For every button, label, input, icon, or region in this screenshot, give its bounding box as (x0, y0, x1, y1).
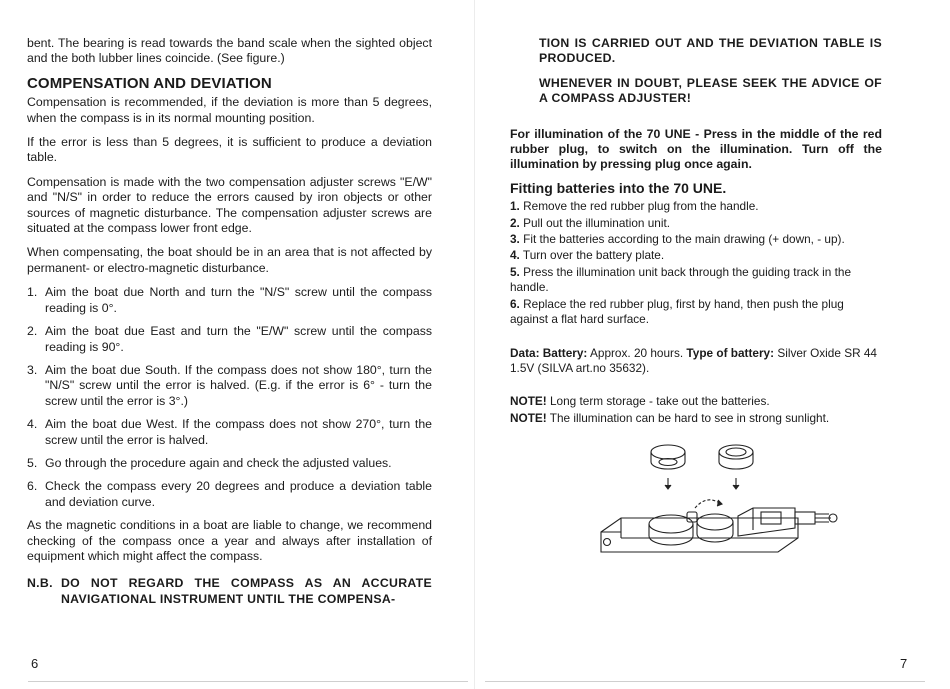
step-text: Aim the boat due North and turn the "N/S" screw until the compass reading is 0°. (45, 285, 432, 315)
fitting-steps-list (510, 199, 882, 327)
illumination-instructions: For illumination of the 70 UNE - Press in the middle of the red rubber plug, to switch on the illumination. Turn off the illumination by pressing plug once again. (510, 126, 882, 172)
section-heading-compensation: COMPENSATION AND DEVIATION (27, 74, 272, 92)
note-text: Long term storage - take out the batteries. (549, 394, 770, 409)
step-text: Check the compass every 20 degrees and produce a deviation table and deviation curve. (45, 479, 432, 509)
data-label: Data: (510, 345, 540, 360)
note-label: NOTE! (510, 394, 547, 409)
step-number: 6. (27, 479, 38, 494)
step-number: 4. (510, 248, 520, 263)
nb-label: N.B. (27, 576, 53, 591)
step-text: Fit the batteries according to the main drawing (+ down, - up). (523, 232, 845, 247)
paragraph-deviation-table: If the error is less than 5 degrees, it is sufficient to produce a deviation table. (27, 135, 432, 165)
step-number: 1. (510, 199, 520, 214)
step-number: 1. (27, 285, 38, 300)
battery-fitting-illustration (583, 438, 853, 558)
list-item (27, 417, 432, 448)
step-text: Turn over the battery plate. (522, 248, 665, 263)
step-text: Go through the procedure again and check the adjusted values. (45, 455, 392, 470)
step-number: 2. (510, 215, 520, 230)
compensation-steps-list (27, 285, 432, 510)
battery-label: Battery: (542, 345, 588, 360)
battery-type-value: Silver Oxide SR 44 1.5V (SILVA art.no 35632). (510, 345, 877, 375)
base-plate (601, 518, 798, 552)
nb-warning (27, 576, 432, 607)
right-column (510, 36, 882, 427)
step-number: 3. (27, 362, 38, 377)
page-number-left: 6 (31, 656, 39, 671)
caps-advice: WHENEVER IN DOUBT, PLEASE SEEK THE ADVICE OF A COMPASS ADJUSTER! (539, 75, 882, 106)
fitting-batteries-heading: Fitting batteries into the 70 UNE. (510, 179, 727, 196)
list-item (510, 216, 882, 231)
right-page (475, 0, 950, 689)
step-number: 5. (510, 264, 520, 279)
note-storage (510, 394, 882, 409)
list-item (510, 265, 882, 296)
intro-paragraph: bent. The bearing is read towards the band scale when the sighted object and the both lubber lines coincide. (See figure.) (27, 36, 432, 66)
list-item (27, 285, 432, 316)
bottom-rule-left (28, 681, 468, 682)
paragraph-adjuster-screws: Compensation is made with the two compensation adjuster screws "E/W" and "N/S" in order to reduce the errors caused by iron objects or other sources of magnetic disturbance. The compensation adjuster screws are situated at the compass lower front edge. (27, 174, 432, 236)
list-item (510, 232, 882, 247)
list-item (510, 199, 882, 214)
note-label: NOTE! (510, 410, 547, 425)
step-text: Aim the boat due West. If the compass does not show 270°, turn the screw until the error is halved. (45, 417, 432, 447)
battery-left-icon (651, 445, 685, 489)
step-number: 6. (510, 296, 520, 311)
paragraph-compensation-recommended: Compensation is recommended, if the deviation is more than 5 degrees, when the compass is in its normal mounting position. (27, 95, 432, 125)
list-item (27, 456, 432, 471)
step-number: 3. (510, 232, 520, 247)
step-text: Aim the boat due South. If the compass does not show 180°, turn the "N/S" screw until the error is halved. (E.g. if the error is 6° - turn the screw until the error is 3°.) (45, 362, 432, 408)
paragraph-compensating-area: When compensating, the boat should be in an area that is not affected by permanent- or electro-magnetic disturbance. (27, 245, 432, 275)
list-item (510, 297, 882, 328)
note-text: The illumination can be hard to see in strong sunlight. (549, 410, 830, 425)
page-number-right: 7 (900, 656, 908, 671)
left-column (27, 36, 432, 607)
paragraph-magnetic-conditions: As the magnetic conditions in a boat are liable to change, we recommend checking of the compass once a year and always after installation of equipment which might affect the compass. (27, 518, 432, 563)
rotation-arrow-icon (695, 500, 721, 508)
battery-value: Approx. 20 hours. (590, 345, 684, 360)
step-text: Press the illumination unit back through the guiding track in the handle. (510, 264, 852, 295)
list-item (27, 363, 432, 409)
step-number: 5. (27, 455, 38, 470)
battery-data (510, 346, 882, 377)
list-item (27, 324, 432, 355)
step-text: Remove the red rubber plug from the handle. (523, 199, 759, 214)
caps-continuation: TION IS CARRIED OUT AND THE DEVIATION TABLE IS PRODUCED. (539, 36, 882, 66)
list-item (27, 479, 432, 510)
battery-right-icon (719, 445, 753, 489)
step-text: Aim the boat due East and turn the "E/W" screw until the compass reading is 90°. (45, 324, 432, 354)
step-number: 4. (27, 417, 38, 432)
nb-text: DO NOT REGARD THE COMPASS AS AN ACCURATE NAVIGATIONAL INSTRUMENT UNTIL THE COMPENSA- (61, 576, 432, 606)
list-item (510, 248, 882, 263)
battery-type-label: Type of battery: (686, 345, 775, 360)
step-number: 2. (27, 324, 38, 339)
step-text: Pull out the illumination unit. (523, 215, 671, 230)
note-sunlight (510, 411, 882, 426)
step-text: Replace the red rubber plug, first by hand, then push the plug against a flat hard surface. (510, 296, 844, 327)
bottom-rule-right (485, 681, 925, 682)
